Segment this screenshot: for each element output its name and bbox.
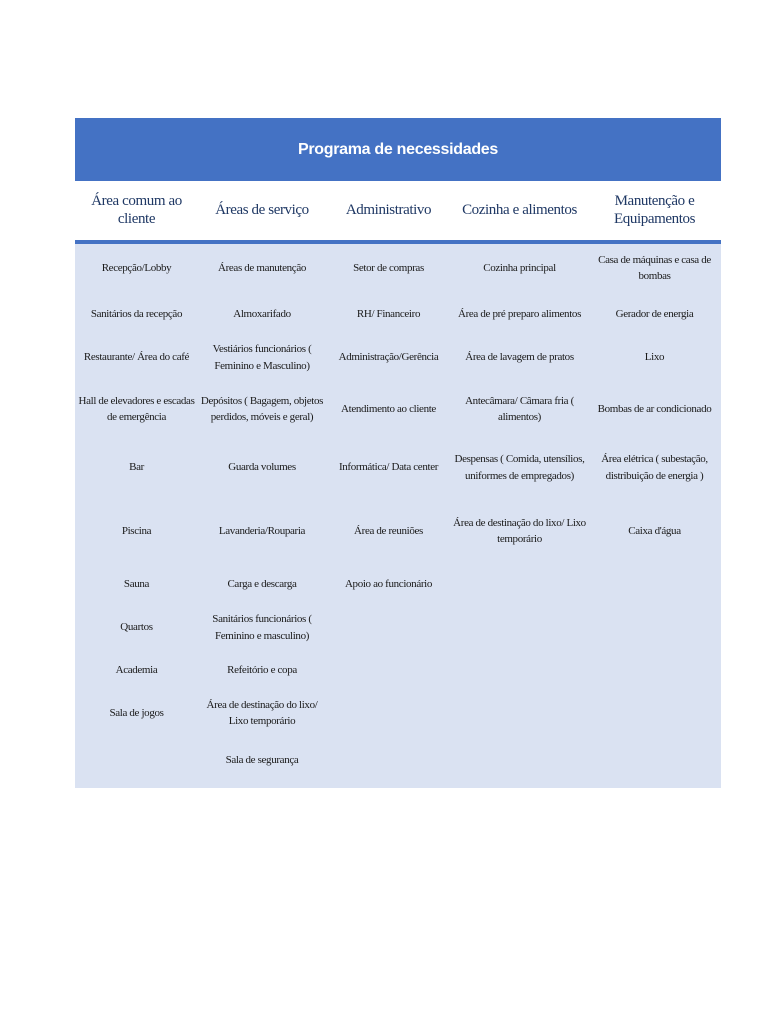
table-cell: Academia — [115, 663, 158, 676]
needs-program-table — [75, 118, 721, 788]
table-cell — [451, 566, 588, 602]
table-cell — [451, 653, 588, 687]
table-cell — [326, 739, 451, 781]
table-cell: Casa de máquinas e casa de bombas — [598, 253, 711, 282]
table-cell: Administração/Gerência — [338, 351, 439, 364]
table-cell — [326, 602, 451, 653]
table-row — [75, 336, 721, 379]
table-cell — [588, 566, 721, 602]
table-cell: Bombas de ar condicionado — [597, 402, 712, 415]
table-cell: Área de pré preparo alimentos — [457, 307, 581, 320]
table-cell: Carga e descarga — [227, 577, 297, 590]
table-cell — [588, 739, 721, 781]
table-cell: Sala de segurança — [225, 753, 299, 766]
table-cell: Bar — [129, 461, 144, 474]
table-cell: Restaurante/ Área do café — [83, 351, 190, 364]
table-cell — [451, 739, 588, 781]
table-cell: Setor de compras — [353, 261, 424, 274]
table-cell: Área de destinação do lixo/ Lixo temporário — [206, 698, 318, 727]
header-area-comum: Área comum ao cliente — [91, 193, 182, 227]
table-cell: Recepção/Lobby — [101, 261, 172, 274]
table-cell: Hall de elevadores e escadas de emergência — [78, 394, 195, 423]
header-administrativo: Administrativo — [345, 201, 432, 218]
table-cell: Gerador de energia — [615, 307, 694, 320]
table-cell — [588, 602, 721, 653]
table-cell: Área elétrica ( subestação, distribuição de energia ) — [601, 453, 708, 482]
table-cell: Informática/ Data center — [338, 461, 439, 474]
table-row — [75, 687, 721, 739]
table-row — [75, 566, 721, 602]
header-cozinha: Cozinha e alimentos — [462, 201, 577, 218]
table-cell: Área de destinação do lixo/ Lixo temporário — [453, 516, 586, 545]
header-areas-servico: Áreas de serviço — [215, 201, 309, 218]
table-row — [75, 602, 721, 653]
header-row — [75, 181, 721, 244]
table-row — [75, 292, 721, 336]
table-cell: Atendimento ao cliente — [341, 402, 436, 415]
table-cell — [451, 602, 588, 653]
table-row — [75, 379, 721, 439]
table-row — [75, 653, 721, 687]
table-cell: Sala de jogos — [109, 706, 164, 719]
table-row — [75, 244, 721, 292]
table-cell: Caixa d'água — [628, 524, 681, 537]
table-cell: Despensas ( Comida, utensílios, uniformes de empregados) — [454, 453, 585, 482]
table-cell: Sanitários da recepção — [90, 307, 183, 320]
table-cell: Almoxarifado — [233, 307, 291, 320]
table-cell: Lixo — [644, 351, 665, 364]
table-cell: Quartos — [120, 621, 153, 634]
table-cell: Sanitários funcionários ( Feminino e masculino) — [212, 613, 312, 642]
table-body — [75, 244, 721, 781]
table-cell: Área de reuniões — [354, 524, 423, 537]
table-cell — [451, 687, 588, 739]
table-cell: Área de lavagem de pratos — [465, 351, 574, 364]
table-cell: Sauna — [123, 577, 150, 590]
table-cell: Depósitos ( Bagagem, objetos perdidos, móveis e geral) — [200, 394, 324, 423]
table-row — [75, 496, 721, 566]
table-cell: Antecâmara/ Câmara fria ( alimentos) — [465, 394, 574, 423]
table-cell: RH/ Financeiro — [356, 307, 421, 320]
table-cell: Cozinha principal — [483, 261, 556, 274]
table-cell: Vestiários funcionários ( Feminino e Masculino) — [212, 343, 312, 372]
table-cell: Lavanderia/Rouparia — [218, 524, 306, 537]
table-row — [75, 439, 721, 496]
table-cell — [588, 653, 721, 687]
table-cell — [326, 653, 451, 687]
table-cell: Guarda volumes — [228, 461, 296, 474]
header-manutencao: Manutenção e Equipamentos — [613, 193, 696, 227]
table-row — [75, 739, 721, 781]
table-cell: Refeitório e copa — [227, 663, 297, 676]
table-cell: Áreas de manutenção — [217, 261, 307, 274]
table-cell — [588, 687, 721, 739]
table-cell: Piscina — [121, 524, 152, 537]
table-cell — [75, 739, 198, 781]
table-title: Programa de necessidades — [75, 118, 721, 181]
table-cell: Apoio ao funcionário — [344, 577, 433, 590]
table-cell — [326, 687, 451, 739]
